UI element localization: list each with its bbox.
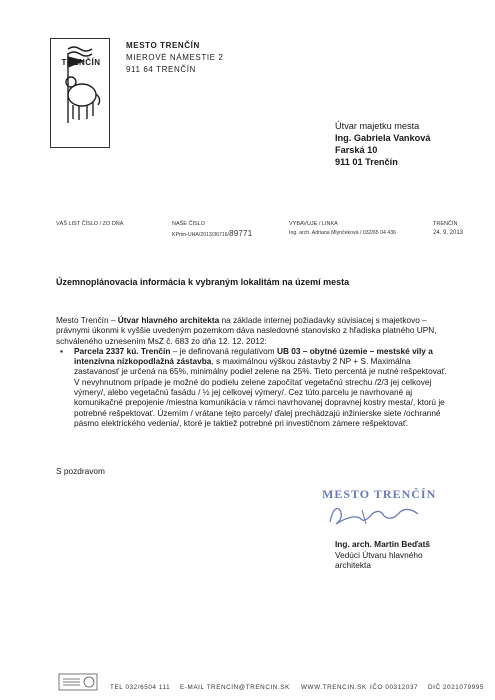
letter-subject: Územnoplánovacia informácia k vybraným lokalitám na území mesta [56, 277, 350, 287]
org-name: MESTO TRENČÍN [126, 41, 200, 50]
intro-bold: Útvar hlavného architekta [117, 315, 220, 325]
date-block [433, 220, 463, 238]
signer-name: Ing. arch. Martin Beďatš [335, 539, 430, 549]
address-line-1: MIEROVÉ NÁMESTIE 2 [126, 53, 224, 62]
bullet-icon: ▪ [60, 345, 63, 356]
footer-web[interactable]: WWW.TRENCIN.SK [301, 684, 367, 691]
recipient-address [335, 120, 431, 168]
our-ref-prefix: KPrim-UHA/2013/36716/ [172, 232, 230, 238]
handled-by-label: VYBAVUJE / LINKA [289, 221, 338, 227]
greeting: S pozdravom [56, 466, 105, 476]
wave-icon [66, 45, 96, 57]
letter-body [56, 315, 451, 428]
intro-paragraph: Mesto Trenčín – Útvar hlavného architekta na základe internej požiadavky súvisiacej s majetkovo – právnymi úkonmi k vyššie uvedeným pozemkom dáva nasledovné stanovisko z hľadiska platného UPN, schváleného uznesením MsZ č. 683 zo dňa 12. 12. 2012: [56, 315, 437, 346]
footer-email[interactable]: E-MAIL TRENCIN@TRENCIN.SK [180, 684, 290, 691]
signer-block [335, 539, 430, 571]
handwritten-signature [322, 500, 432, 535]
date-value: 24. 9. 2013 [433, 230, 464, 236]
our-ref-block [172, 220, 252, 240]
footer-tel: TEL 032/6504 111 [110, 684, 171, 691]
signer-title-1: Vedúci Útvaru hlavného [335, 549, 423, 560]
our-ref-number: 89771 [229, 229, 253, 238]
our-ref-label: NAŠE ČÍSLO [172, 221, 206, 227]
official-stamp: MESTO TRENČÍN [322, 487, 437, 501]
place-label: TRENČÍN [433, 221, 458, 227]
recipient-line-1: Útvar majetku mesta [335, 121, 420, 131]
recipient-line-2: Ing. Gabriela Vanková [335, 133, 431, 143]
recipient-line-4: 911 01 Trenčín [335, 157, 398, 167]
signer-title-2: architekta [335, 560, 371, 570]
bullet-item: ▪ Parcela 2337 kú. Trenčín – je definovaná regulatívom UB 03 – obytné územie – mestské vily a intenzívna nízkopodlažná zástavba, s maximálnou výškou zástavby 2 NP + S. Maximálna zastavanosť je určená na 65%, minimálny podiel zelene na 25%. Tieto percentá je nutné rešpektovať. V nevyhnutnom prípade je možné do podielu zelene započítať vegetačnú strechu /2/3 jej celkovej výmery/, alebo vegetačnú fasádu / ½ jej celkovej výmery/. Cez túto parcelu je navrhované aj komunikačné prepojenie /miestna komunikácia v rámci navrhovanej dopravnej kostry mesta/, ktorú je potrebné rešpektovať. Územím / vrátane tejto parcely/ ďalej prechádzajú inžinierske siete /ochranné pásmo elektrického vedenia/, ktoré je taktiež potrebné pri investičnom zámere rešpektovať. [60, 345, 447, 428]
footer-certification-logo [58, 672, 98, 692]
footer-dic: DIČ 2021079995 [428, 684, 485, 691]
logo-caption: TRENČÍN [61, 58, 101, 67]
handled-by-value: Ing. arch. Adriana Mlynčeková / 032/65 04 436 [289, 230, 396, 236]
your-ref-label: VÁŠ LIST ČÍSLO / ZO DŇA [56, 221, 124, 227]
handled-by-block [289, 220, 396, 238]
recipient-line-3: Farská 10 [335, 145, 378, 155]
letterhead-brand [126, 40, 223, 76]
address-line-2: 911 64 TRENČÍN [126, 65, 196, 74]
footer-ico: IČO 00312037 [370, 684, 419, 691]
